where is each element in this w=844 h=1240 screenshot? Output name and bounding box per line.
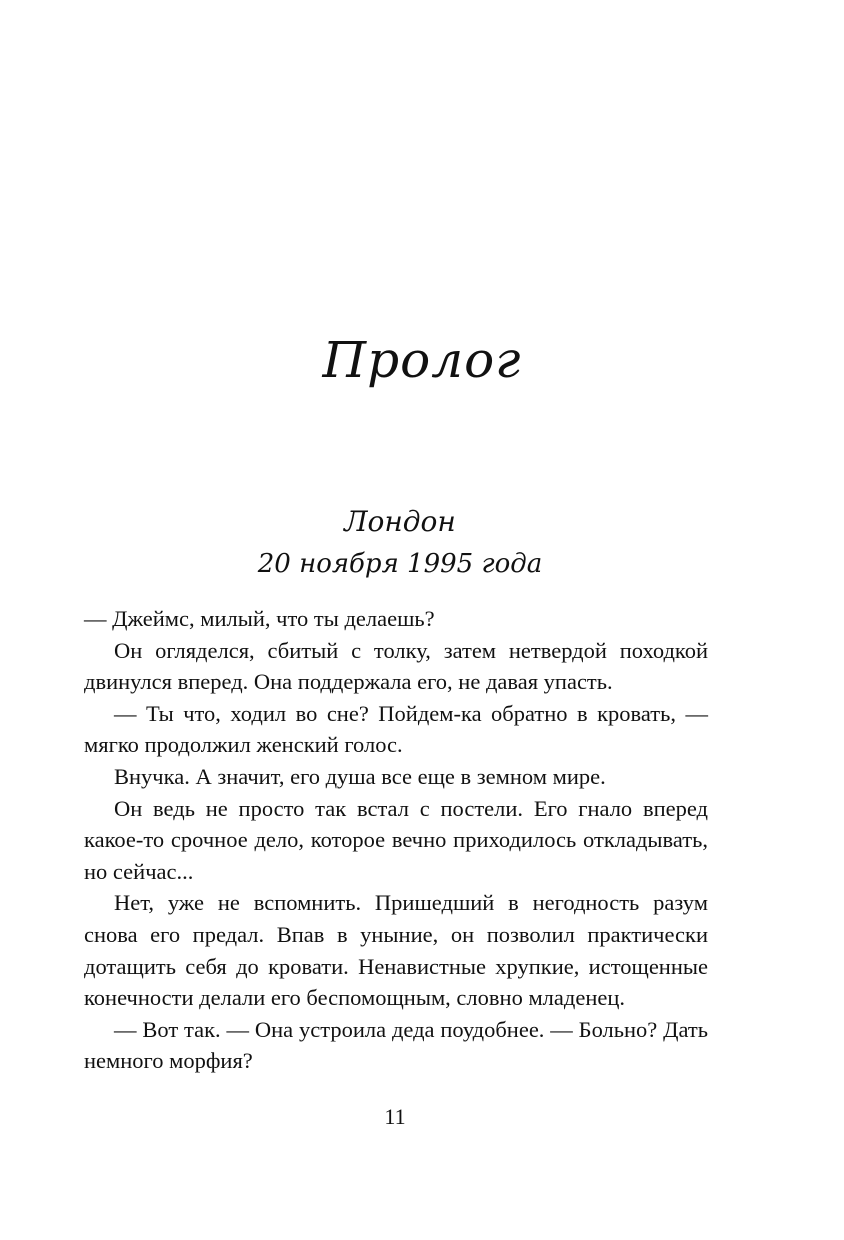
body-text xyxy=(84,603,708,1077)
paragraph: — Ты что, ходил во сне? Пойдем-ка обратно в кровать, — мягко продолжил женский голос. xyxy=(84,700,708,758)
paragraph: — Джеймс, милый, что ты делаешь? xyxy=(84,606,435,631)
setting-date: 20 ноября 1995 года xyxy=(257,549,543,579)
chapter-title: Пролог xyxy=(322,331,522,389)
setting-place: Лондон xyxy=(344,505,456,538)
paragraph: Внучка. А значит, его душа все еще в земном мире. xyxy=(114,763,606,789)
page-number: 11 xyxy=(384,1104,406,1129)
paragraph: Нет, уже не вспомнить. Пришедший в негодность разум снова его предал. Впав в уныние, он позволил практически дотащить себя до кровати. Ненавистные хрупкие, истощенные конечности делали его беспомощным, словно младенец. xyxy=(84,890,708,1011)
paragraph: Он огляделся, сбитый с толку, затем нетвердой походкой двинулся вперед. Она поддержала его, не давая упасть. xyxy=(84,637,708,695)
paragraph: Он ведь не просто так встал с постели. Его гнало вперед какое-то срочное дело, которое вечно приходилось откладывать, но сейчас... xyxy=(84,795,708,884)
paragraph: — Вот так. — Она устроила деда поудобнее. — Больно? Дать немного морфия? xyxy=(84,1016,708,1074)
